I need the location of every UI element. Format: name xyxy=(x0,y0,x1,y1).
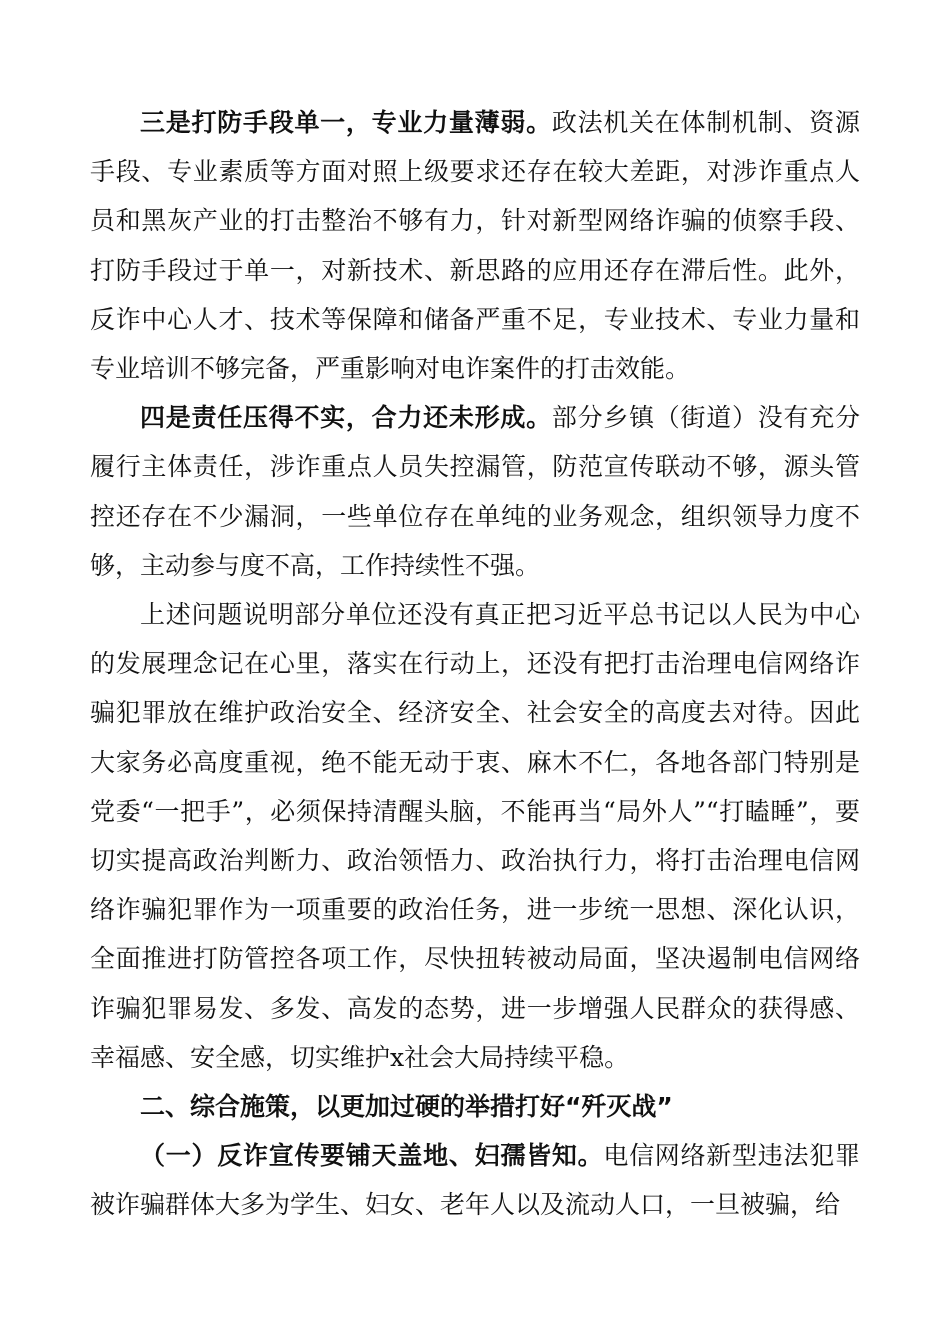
paragraph-lead: （一）反诈宣传要铺天盖地、妇孺皆知。 xyxy=(140,1141,604,1171)
sub-paragraph-1 xyxy=(90,1131,860,1229)
paragraph-text: 政法机关在体制机制、资源手段、专业素质等方面对照上级要求还存在较大差距，对涉诈重点人员和黑灰产业的打击整治不够有力，针对新型网络诈骗的侦察手段、打防手段过于单一，对新技术、新思路的应用还存在滞后性。此外，反诈中心人才、技术等保障和储备严重不足，专业技术、专业力量和专业培训不够完备，严重影响对电诈案件的打击效能。 xyxy=(90,108,860,384)
paragraph-lead: 四是责任压得不实，合力还未形成。 xyxy=(140,403,552,433)
paragraph-lead: 三是打防手段单一，专业力量薄弱。 xyxy=(140,108,552,137)
paragraph-4 xyxy=(90,393,860,590)
paragraph-3 xyxy=(90,98,860,393)
section-heading: 二、综合施策，以更加过硬的举措打好“歼灭战” xyxy=(140,1092,673,1122)
paragraph-text: 上述问题说明部分单位还没有真正把习近平总书记以人民为中心的发展理念记在心里，落实在行动上，还没有把打击治理电信网络诈骗犯罪放在维护政治安全、经济安全、社会安全的高度去对待。因此大家务必高度重视，绝不能无动于衷、麻木不仁，各地各部门特别是党委“一把手”，必须保持清醒头脑，不能再当“局外人”“打瞌睡”，要切实提高政治判断力、政治领悟力、政治执行力，将打击治理电信网络诈骗犯罪作为一项重要的政治任务，进一步统一思想、深化认识，全面推进打防管控各项工作，尽快扭转被动局面，坚决遏制电信网络诈骗犯罪易发、多发、高发的态势，进一步增强人民群众的获得感、幸福感、安全感，切实维护x社会大局持续平稳。 xyxy=(90,600,860,1072)
paragraph-text: 部分乡镇（街道）没有充分履行主体责任，涉诈重点人员失控漏管，防范宣传联动不够，源头管控还存在不少漏洞，一些单位存在单纯的业务观念，组织领导力度不够，主动参与度不高，工作持续性不强。 xyxy=(90,403,860,580)
paragraph-text: 电信网络新型违法犯罪被诈骗群体大多为学生、妇女、老年人以及流动人口，一旦被骗，给 xyxy=(90,1141,860,1220)
paragraph-summary xyxy=(90,590,860,1082)
document-body xyxy=(90,98,860,1230)
